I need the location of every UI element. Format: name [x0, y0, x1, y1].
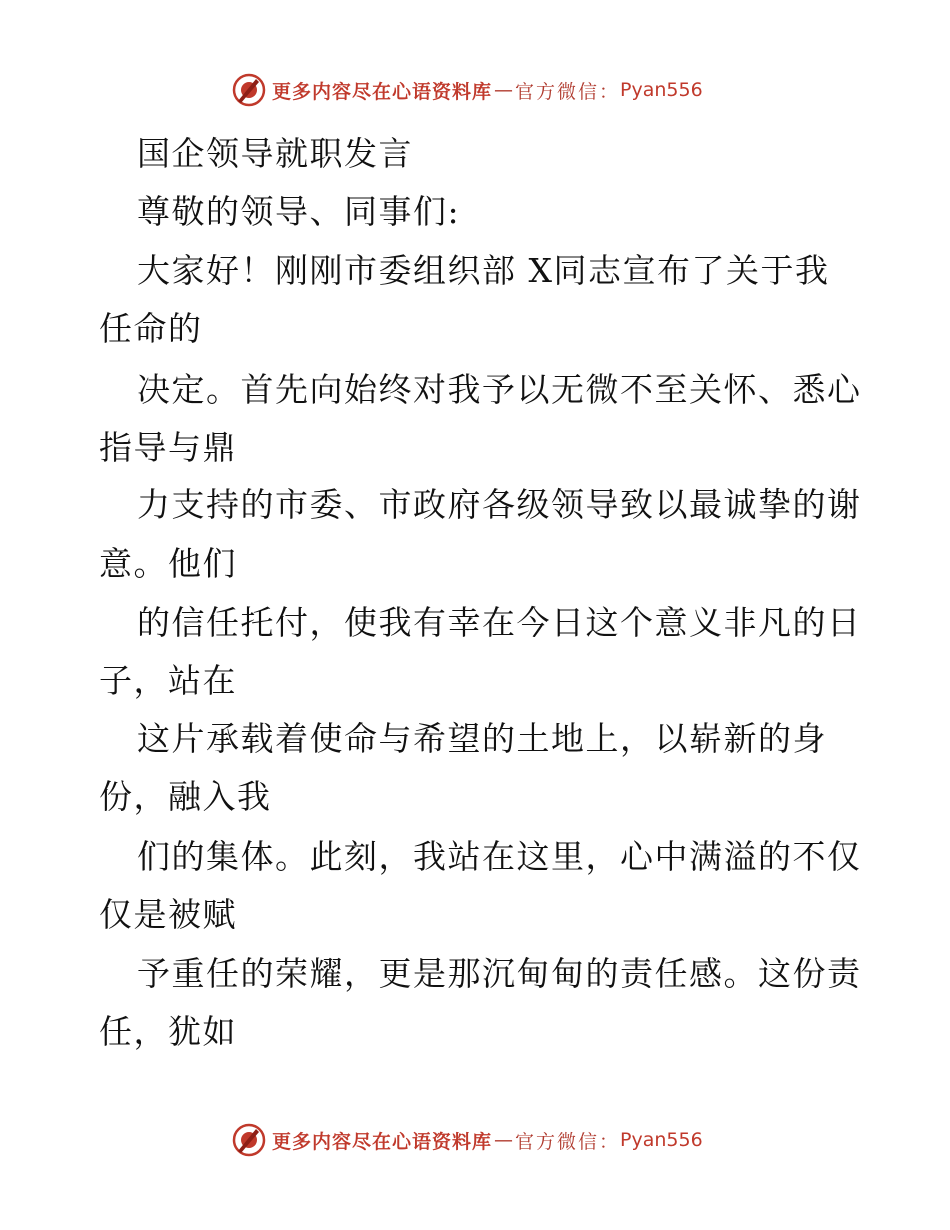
- banner-dash: —: [494, 79, 514, 101]
- document-line-3: 任命的: [99, 309, 203, 348]
- document-line-1: 尊敬的领导、同事们:: [137, 192, 461, 231]
- quill-pen-logo-icon: [232, 73, 266, 107]
- document-line-4: 决定。首先向始终对我予以无微不至关怀、悉心: [137, 370, 862, 409]
- document-title: 国企领导就职发言: [137, 134, 413, 173]
- header-watermark-banner: [232, 70, 703, 110]
- document-line-14: 予重任的荣耀，更是那沉甸甸的责任感。这份责: [137, 954, 862, 993]
- document-line-15: 任，犹如: [99, 1012, 237, 1051]
- banner-text: 更多内容尽在心语资料库: [272, 80, 493, 103]
- banner-wechat-id: Pyan556: [620, 79, 703, 101]
- document-line-6: 力支持的市委、市政府各级领导致以最诚挚的谢: [137, 485, 862, 524]
- banner-dash: —: [494, 1129, 514, 1151]
- document-line-11: 份，融入我: [99, 777, 272, 816]
- document-line-9: 子，站在: [99, 661, 237, 700]
- document-line-12: 们的集体。此刻，我站在这里，心中满溢的不仅: [137, 837, 862, 876]
- banner-text: 更多内容尽在心语资料库: [272, 1130, 493, 1153]
- document-line-13: 仅是被赋: [99, 895, 237, 934]
- banner-wechat-id: Pyan556: [620, 1129, 703, 1151]
- document-line-5: 指导与鼎: [99, 428, 237, 467]
- footer-watermark-banner: [232, 1120, 703, 1160]
- document-line-10: 这片承载着使命与希望的土地上，以崭新的身: [137, 719, 827, 758]
- quill-pen-logo-icon: [232, 1123, 266, 1157]
- document-line-7: 意。他们: [99, 544, 237, 583]
- banner-wechat-label: 官方微信：: [515, 80, 621, 103]
- document-line-2: 大家好！刚刚市委组织部 X同志宣布了关于我: [137, 251, 830, 290]
- banner-wechat-label: 官方微信：: [515, 1130, 621, 1153]
- document-line-8: 的信任托付，使我有幸在今日这个意义非凡的日: [137, 603, 862, 642]
